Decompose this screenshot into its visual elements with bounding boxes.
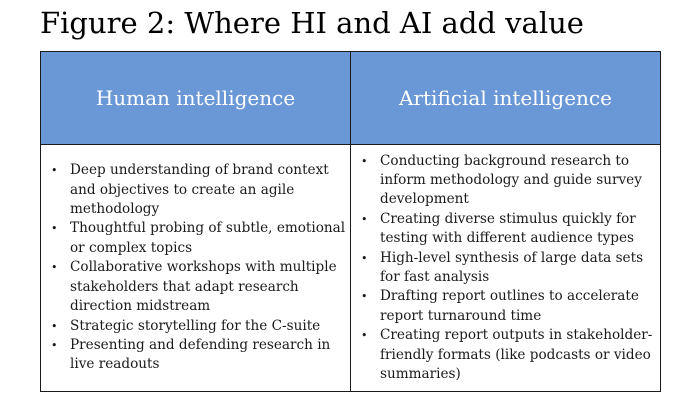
list-item-text: High-level synthesis of large data sets for fast analysis <box>380 249 644 285</box>
human-intelligence-cell <box>41 145 351 392</box>
list-item-text: Presenting and defending research in live readouts <box>70 336 331 373</box>
bullet-icon: • <box>361 290 368 304</box>
artificial-intelligence-list <box>351 152 660 385</box>
bullet-icon: • <box>51 222 58 236</box>
bullet-icon: • <box>51 261 58 275</box>
list-item <box>51 219 346 258</box>
human-intelligence-list <box>41 161 350 374</box>
list-item <box>51 258 346 316</box>
bullet-icon: • <box>361 329 368 343</box>
list-item-text: Conducting background research to inform methodology and guide survey development <box>380 152 642 208</box>
bullet-icon: • <box>361 251 368 265</box>
list-item <box>51 336 346 375</box>
list-item-text: Drafting report outlines to accelerate report turnaround time <box>380 288 639 324</box>
list-item-text: Creating report outputs in stakeholder-friendly formats (like podcasts or video summaries) <box>380 327 653 383</box>
list-item <box>51 317 346 336</box>
table-header-row <box>41 52 661 145</box>
hi-ai-comparison-table <box>40 51 661 392</box>
bullet-icon: • <box>51 164 58 178</box>
list-item <box>361 249 656 288</box>
header-human-intelligence: Human intelligence <box>41 52 351 145</box>
header-artificial-intelligence: Artificial intelligence <box>351 52 661 145</box>
list-item-text: Creating diverse stimulus quickly for testing with different audience types <box>380 210 636 247</box>
figure-title: Figure 2: Where HI and AI add value <box>40 6 584 40</box>
list-item <box>361 210 656 249</box>
list-item <box>51 161 346 219</box>
list-item <box>361 152 656 210</box>
list-item-text: Thoughtful probing of subtle, emotional or complex topics <box>70 220 346 256</box>
bullet-icon: • <box>361 212 368 226</box>
list-item <box>361 287 656 326</box>
artificial-intelligence-cell <box>351 145 661 392</box>
list-item-text: Strategic storytelling for the C-suite <box>70 317 321 334</box>
bullet-icon: • <box>361 154 368 168</box>
list-item <box>361 326 656 384</box>
list-item-text: Deep understanding of brand context and objectives to create an agile methodology <box>70 162 329 218</box>
table-body-row <box>41 145 661 392</box>
bullet-icon: • <box>51 319 58 333</box>
bullet-icon: • <box>51 338 58 352</box>
list-item-text: Collaborative workshops with multiple stakeholders that adapt research direction midstream <box>70 259 337 315</box>
